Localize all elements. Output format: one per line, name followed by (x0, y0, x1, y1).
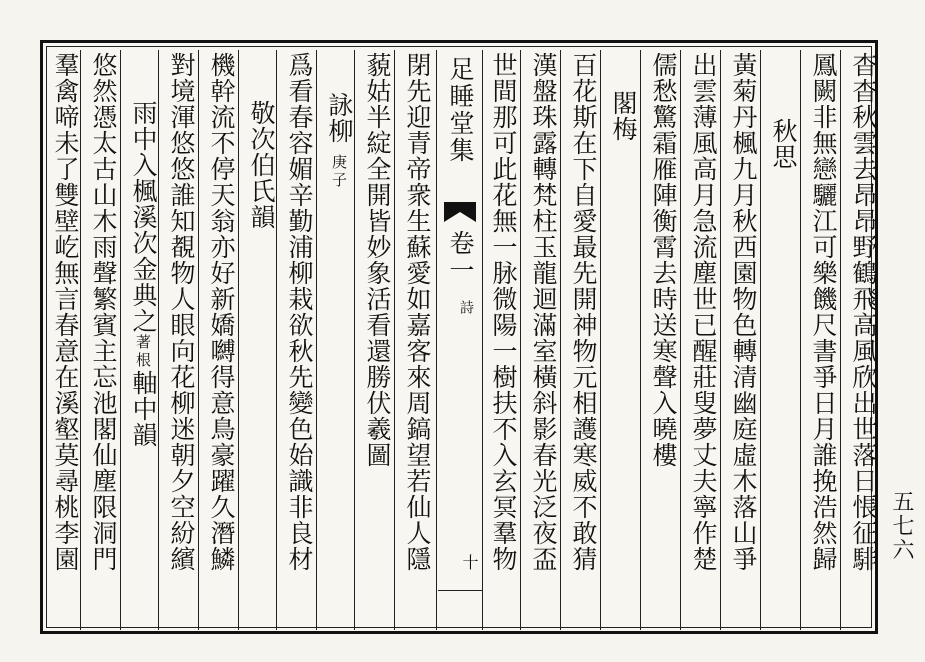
center-banner (438, 48, 482, 628)
title-note: 著根 (134, 334, 152, 370)
text-column: 百花斯在下自愛最先開神物元相護寒威不敢猜 (569, 52, 598, 572)
text-column: 藐姑半綻全開皆妙象活看還勝伏羲圖 (363, 52, 392, 468)
column-divider (560, 50, 561, 630)
leaf-number: 十 (460, 554, 479, 570)
text-column: 羣禽啼未了雙壁屹無言春意在溪壑莫尋桃李園 (51, 52, 80, 572)
column-divider (394, 50, 395, 630)
banner-divider (436, 50, 437, 630)
title-note: 庚子 (330, 154, 348, 190)
column-divider (720, 50, 721, 630)
poem-title (126, 100, 160, 448)
text-column: 鳳闕非無戀驪江可樂饑尺書爭日月誰挽浩然歸 (809, 52, 838, 572)
column-divider (800, 50, 801, 630)
poem-title-tail: 軸中韻 (129, 370, 158, 448)
text-column: 閉先迎青帝衆生蘇愛如嘉客來周鎬望若仙人隱 (403, 52, 432, 572)
column-divider (840, 50, 841, 630)
column-divider (316, 50, 317, 630)
text-column: 黃菊丹楓九月秋西園物色轉清幽庭虛木落山爭 (729, 52, 758, 572)
leaf-rule (438, 590, 482, 591)
text-column: 爲看春容媚辛勤浦柳栽欲秋先變色始識非良材 (285, 52, 314, 572)
page-number: 五七六 (889, 490, 914, 562)
column-divider (760, 50, 761, 630)
genre-label: 詩 (458, 300, 474, 314)
text-column: 出雲薄風高月急流塵世已醒莊叟夢丈夫寧作楚 (689, 52, 718, 572)
fishtail-icon (444, 202, 476, 222)
text-column: 儒愁驚霜雁陣衡霄去時送寒聲入曉樓 (649, 52, 678, 468)
poem-title: 閣梅 (609, 90, 638, 142)
column-divider (238, 50, 239, 630)
poem-title: 秋思 (769, 118, 798, 170)
column-divider (520, 50, 521, 630)
volume-label: 卷一 (446, 230, 475, 284)
column-divider (640, 50, 641, 630)
column-divider (198, 50, 199, 630)
poem-title (322, 92, 356, 190)
column-divider (680, 50, 681, 630)
poem-title: 敬次伯氏韻 (247, 100, 276, 230)
column-divider (120, 50, 121, 630)
text-column: 悠然憑太古山木雨聲繁賓主忘池閣仙塵限洞門 (89, 52, 118, 572)
text-column: 機幹流不停天翁亦好新嬌嚩得意鳥豪躍久潛鱗 (207, 52, 236, 572)
text-column: 杳杳秋雲去昂昂野鶴飛高風欣出世落日悵征騑 (849, 52, 878, 572)
banner-divider (482, 50, 483, 630)
poem-title-text: 雨中入楓溪次金典之 (129, 100, 158, 334)
book-title: 足睡堂集 (446, 56, 475, 164)
column-divider (600, 50, 601, 630)
text-column: 漢盤珠露轉梵柱玉龍迴滿室橫斜影春光泛夜盃 (529, 52, 558, 572)
text-column: 世間那可此花無一脉微陽一樹扶不入玄冥羣物 (489, 52, 518, 572)
poem-title-text: 詠柳 (325, 92, 354, 144)
text-column: 對境渾悠悠誰知覩物人眼向花柳迷朝夕空紛繽 (167, 52, 196, 572)
